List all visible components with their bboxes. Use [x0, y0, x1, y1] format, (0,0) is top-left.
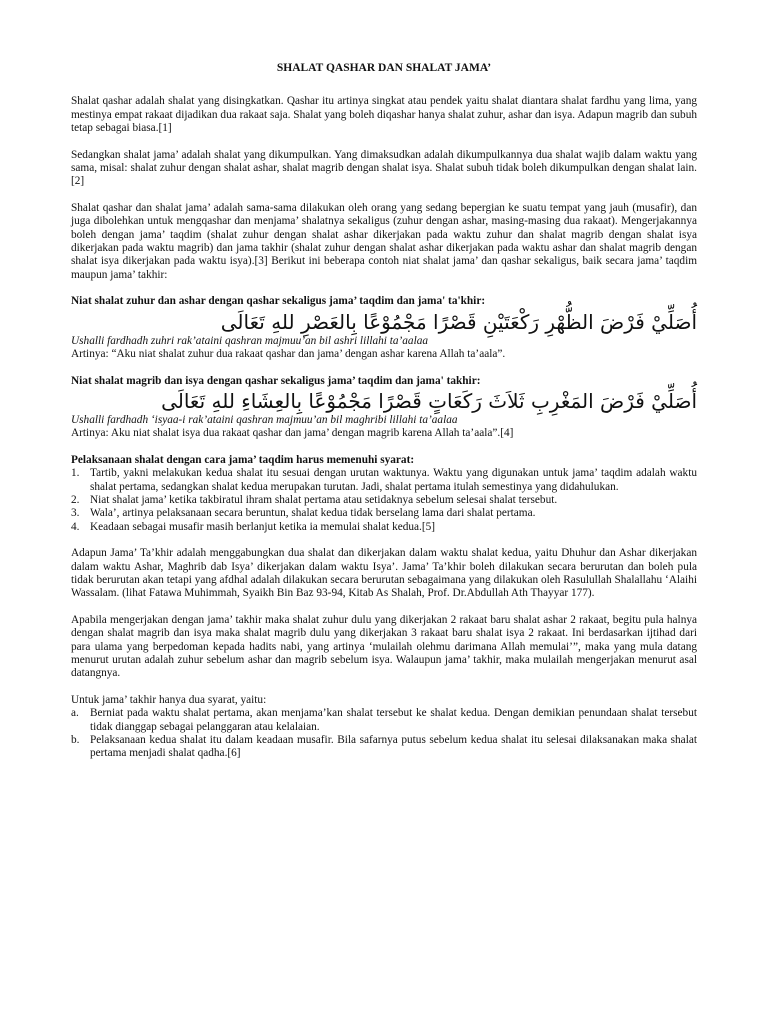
- list-item: [71, 467, 697, 494]
- syarat-jama-taqdim-list: [71, 467, 697, 534]
- syarat-jama-taqdim-section: [71, 454, 697, 534]
- niat-magrib-isya-arabic: أُصَلِّيْ فَرْضَ المَغْرِبِ ثَلاَثَ رَكَعَاتٍ قَصْرًا مَجْمُوْعًا بِالعِشَاءِ للهِ تَعَالَى: [161, 388, 697, 413]
- list-item-letter: a.: [71, 707, 79, 720]
- list-item-text: Tartib, yakni melakukan kedua shalat itu sesuai dengan urutan waktunya. Waktu yang digunakan untuk jama’ taqdim adalah waktu shalat pertama, sedangkan shalat kedua merupakan turutan. Jadi, shalat pertama itulah semestinya yang didahulukan.: [90, 467, 697, 493]
- list-item: [71, 494, 697, 507]
- list-item-text: Berniat pada waktu shalat pertama, akan menjama’kan shalat tersebut ke shalat kedua. Dengan demikian penundaan shalat tersebut tidak dianggap sebagai pelanggaran atau kelalaian.: [90, 707, 697, 733]
- niat-zuhur-ashar-section: [71, 295, 697, 361]
- niat-magrib-isya-transliteration: Ushalli fardhadh ‘isyaa-i rak’ataini qashran majmuu’an bil maghribi lillahi ta’aalaa: [71, 413, 458, 426]
- niat-magrib-isya-translation: Artinya: Aku niat shalat isya dua rakaat qashar dan jama’ dengan magrib karena Allah ta’aala”.[4]: [71, 427, 514, 440]
- paragraph-jama-definition: Sedangkan shalat jama’ adalah shalat yang dikumpulkan. Yang dimaksudkan adalah dikumpulkannya dua shalat wajib dalam waktu yang sama, misal: shalat zuhur dengan shalat ashar, shalat magrib dengan shalat isya. Shalat subuh tidak boleh dikumpulkan dengan shalat lain.[2]: [71, 148, 697, 188]
- paragraph-qashar-jama-rules: Shalat qashar dan shalat jama’ adalah sama-sama dilakukan oleh orang yang sedang bepergian ke suatu tempat yang jauh (musafir), dan juga dibolehkan untuk mengqashar dan menjama’ shalatnya sekaligus (zuhur dengan ashar, masing-masing dua rakaat). Mengerjakannya boleh dengan jama’ taqdim (shalat zuhur dengan shalat ashar dikerjakan pada waktu zuhur dan shalat magrib dengan shalat isya dikerjakan pada waktu magrib) dan jama takhir (shalat zuhur dengan shalat ashar dikerjakan pada waktu ashar dan shalat magrib dengan shalat isya dikerjakan pada waktu isya).[3] Berikut ini beberapa contoh niat shalat jama’ dan qashar sekaligus, baik secara jama’ taqdim maupun jama’ takhir:: [71, 201, 697, 281]
- niat-magrib-isya-section: [71, 375, 697, 441]
- syarat-jama-takhir-list: [71, 707, 697, 761]
- syarat-jama-takhir-section: [71, 694, 697, 761]
- list-item: [71, 521, 697, 534]
- list-item-number: 2.: [71, 493, 80, 506]
- niat-zuhur-ashar-translation: Artinya: “Aku niat shalat zuhur dua rakaat qashar dan jama’ dengan ashar karena Allah ta’aala”.: [71, 348, 506, 361]
- paragraph-jama-takhir-order: Apabila mengerjakan dengan jama’ takhir maka shalat zuhur dulu yang dikerjakan 2 rakaat baru shalat ashar 2 rakaat, begitu pula halnya dengan shalat magrib dan isya maka shalat magrib dulu yang dikerjakan 3 rakaat baru shalat isya 2 rakaat. Ini berdasarkan ijtihad dari para ulama yang berpedoman kepada hadits nabi, yang artinya ‘mulailah olehmu darimana Allah memulai’”, maka yang mula datang menurut urutan adalah zuhur sebelum ashar dan magrib sebelum isya. Walaupun jama’ takhir, maka mulailah mengerjakan menurut asal datangnya.: [71, 613, 697, 680]
- niat-zuhur-ashar-heading: Niat shalat zuhur dan ashar dengan qashar sekaligus jama’ taqdim dan jama' ta'khir:: [71, 295, 486, 308]
- list-item-text: Keadaan sebagai musafir masih berlanjut ketika ia memulai shalat kedua.[5]: [90, 520, 436, 533]
- list-item-text: Pelaksanaan kedua shalat itu dalam keadaan musafir. Bila safarnya putus sebelum kedua shalat itu selesai dilaksanakan maka shalat pertama menjadi shalat qadha.[6]: [90, 734, 697, 760]
- document-title: SHALAT QASHAR DAN SHALAT JAMA’: [276, 62, 492, 74]
- list-item-number: 1.: [71, 467, 80, 480]
- syarat-jama-taqdim-heading: Pelaksanaan shalat dengan cara jama’ taqdim harus memenuhi syarat:: [71, 453, 415, 466]
- list-item: [71, 734, 697, 761]
- niat-zuhur-ashar-arabic: أُصَلِّيْ فَرْضَ الظُّهْرِ رَكْعَتَيْنِ قَصْرًا مَجْمُوْعًا بِالعَصْرِ للهِ تَعَالَى: [220, 309, 697, 334]
- list-item-number: 3.: [71, 507, 80, 520]
- paragraph-qashar-definition: Shalat qashar adalah shalat yang disingkatkan. Qashar itu artinya singkat atau pendek yaitu shalat diantara shalat fardhu yang lima, yang mestinya empat rakaat dijadikan dua rakaat saja. Shalat yang boleh diqashar hanya shalat zuhur, ashar dan isya. Adapun magrib dan subuh tetap sebagai biasa.[1]: [71, 95, 697, 135]
- list-item-number: 4.: [71, 520, 80, 533]
- list-item: [71, 707, 697, 734]
- list-item-text: Niat shalat jama’ ketika takbiratul ihram shalat pertama atau setidaknya sebelum selesai shalat tersebut.: [90, 493, 558, 506]
- document-page: [71, 62, 697, 761]
- niat-magrib-isya-heading: Niat shalat magrib dan isya dengan qashar sekaligus jama’ taqdim dan jama' takhir:: [71, 374, 481, 387]
- niat-zuhur-ashar-transliteration: Ushalli fardhadh zuhri rak’ataini qashran majmuu’an bil ashri lillahi ta’aalaa: [71, 334, 429, 347]
- list-item-text: Wala’, artinya pelaksanaan secara beruntun, shalat kedua tidak berselang lama dari shalat pertama.: [90, 507, 536, 520]
- list-item-letter: b.: [71, 734, 80, 747]
- syarat-jama-takhir-heading: Untuk jama’ takhir hanya dua syarat, yaitu:: [71, 693, 267, 706]
- list-item: [71, 507, 697, 520]
- paragraph-jama-takhir-definition: Adapun Jama’ Ta’khir adalah menggabungkan dua shalat dan dikerjakan dalam waktu shalat kedua, yaitu Dhuhur dan Ashar dikerjakan dalam waktu Ashar, Maghrib dab Isya’ dikerjakan dalam waktu Isya’. Jama’ Ta’khir boleh dilakukan secara berurutan dan boleh pula tidak berurutan akan tetapi yang afdhal adalah dilakukan secara berurutan sebagaimana yang dilakukan oleh Rasulullah Shalallahu ‘Alaihi Wassalam. (lihat Fatawa Muhimmah, Syaikh Bin Baz 93-94, Kitab As Shalah, Prof. Dr.Abdullah Ath Thayyar 177).: [71, 547, 697, 600]
